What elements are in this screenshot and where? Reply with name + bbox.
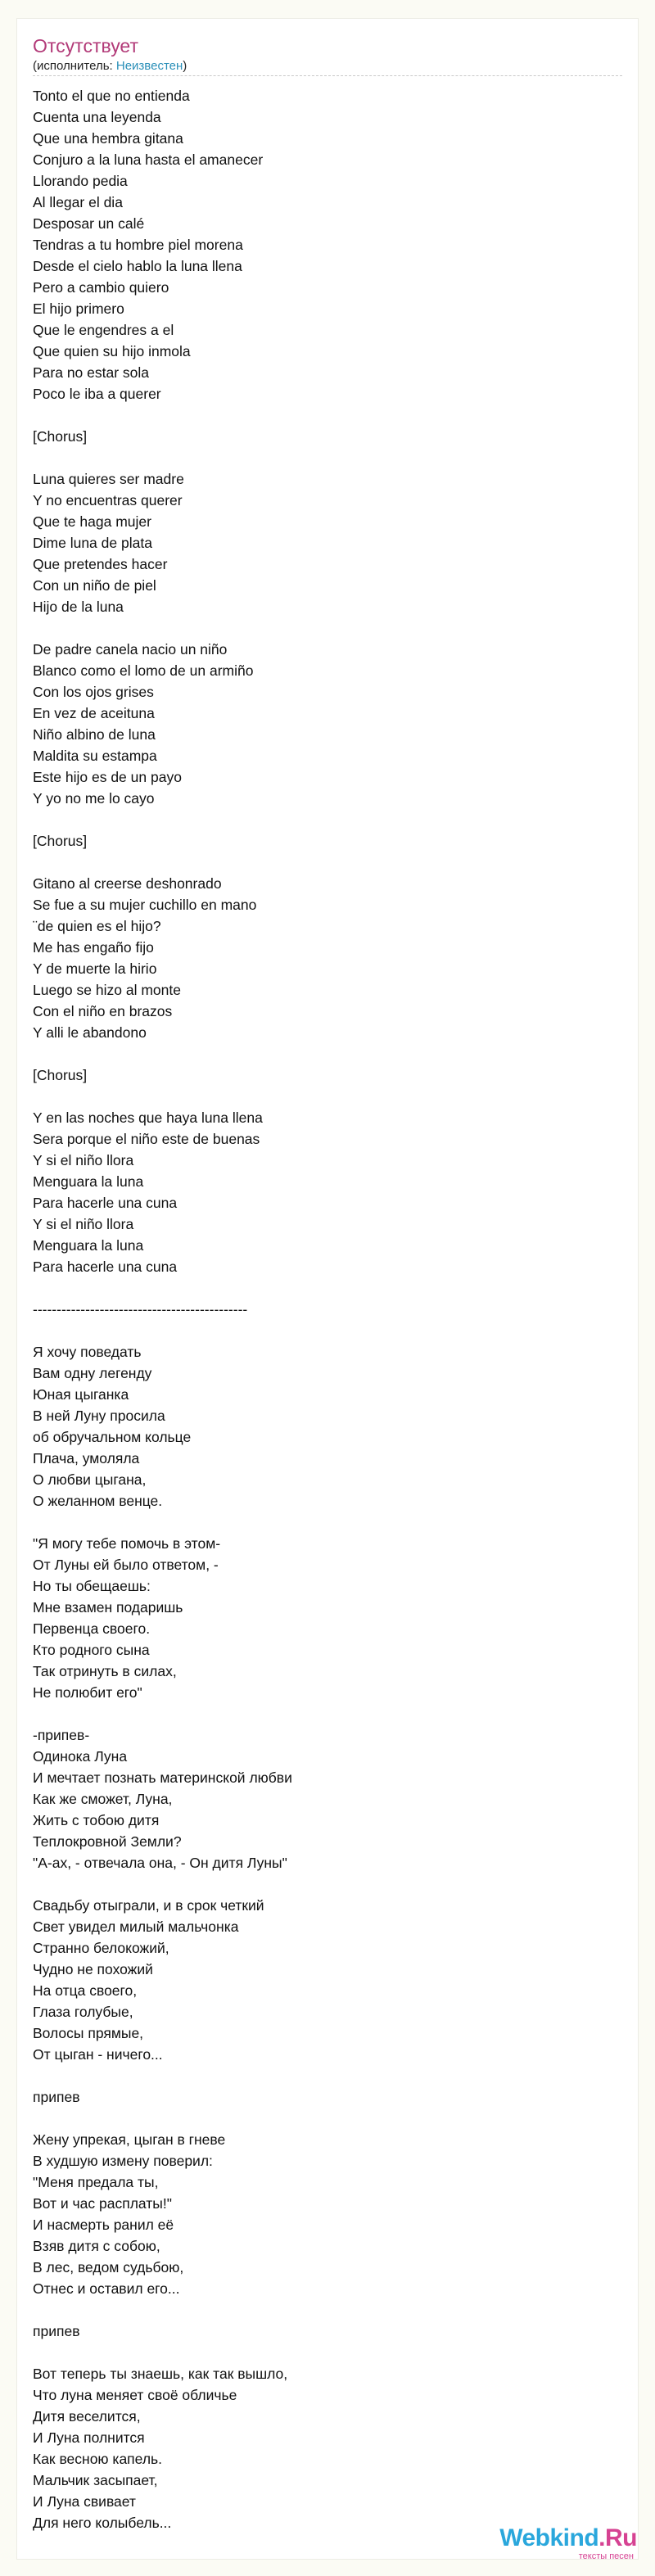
lyric-line: Maldita su estampa [33,748,157,764]
lyric-line [33,1277,622,1299]
lyric-line: Para hacerle una cuna [33,1259,178,1275]
lyric-line [33,447,622,468]
lyric-line: И Луна свивает [33,2493,136,2510]
lyric-line: "Я могу тебе помочь в этом- [33,1535,221,1552]
lyric-line: En vez de aceituna [33,705,155,721]
lyric-line: Que pretendes hacer [33,556,168,572]
lyric-line: Niño albino de luna [33,726,156,743]
lyric-line [33,1086,622,1107]
lyric-line: Sera porque el niño este de buenas [33,1131,260,1147]
lyric-line: Se fue a su mujer cuchillo en mano [33,897,257,913]
logo-name: Webkind [499,2524,599,2551]
lyric-line: Tendras a tu hombre piel morena [33,237,243,253]
lyric-line: Con un niño de piel [33,577,156,594]
lyric-line: Al llegar el dia [33,194,123,210]
lyrics-body [33,85,622,2533]
lyric-line: В ней Луну просила [33,1408,165,1424]
lyric-line: Y si el niño llora [33,1152,134,1168]
lyric-line: Y yo no me lo cayo [33,790,155,807]
lyric-line: [Chorus] [33,1067,88,1083]
lyric-line: припев [33,2089,80,2105]
lyric-line: От цыган - ничего... [33,2046,163,2063]
lyric-line [33,2299,622,2321]
artist-line [33,59,187,74]
lyric-line: [Chorus] [33,428,88,445]
lyric-line [33,852,622,873]
lyric-line: Y en las noches que haya luna llena [33,1109,263,1126]
song-title: Отсутствует [33,35,138,56]
lyric-line: Y si el niño llora [33,1216,134,1232]
lyric-line: Странно белокожий, [33,1940,169,1956]
lyric-line: Con el niño en brazos [33,1003,173,1019]
lyric-line: El hijo primero [33,301,124,317]
lyric-line: Menguara la luna [33,1237,144,1254]
lyric-line [33,1873,622,1895]
artist-link[interactable]: Неизвестен [115,59,183,73]
lyric-line: И Луна полнится [33,2429,145,2446]
lyric-line: Luna quieres ser madre [33,471,184,487]
lyric-line: Me has engaño fijo [33,939,154,956]
lyric-line: Para no estar sola [33,364,150,381]
lyric-line: От Луны ей было ответом, - [33,1557,219,1573]
lyric-line: Глаза голубые, [33,2004,133,2020]
lyric-line: Свадьбу отыграли, и в срок четкий [33,1897,264,1914]
lyric-line: Вот теперь ты знаешь, как так вышло, [33,2366,288,2382]
lyric-line: Desposar un calé [33,215,145,232]
lyric-line: Para hacerle una cuna [33,1195,178,1211]
lyric-line: Cuenta una leyenda [33,109,161,125]
lyric-line: Плача, умоляла [33,1450,140,1467]
lyric-line: Que una hembra gitana [33,130,183,147]
lyric-line: Que te haga mujer [33,513,151,530]
lyric-line: Hijo de la luna [33,599,124,615]
lyric-line: Poco le iba a querer [33,386,161,402]
lyric-line: Dime luna de plata [33,535,152,551]
lyric-line: Pero a cambio quiero [33,279,169,296]
site-logo[interactable] [465,2525,637,2563]
lyric-line: Так отринуть в силах, [33,1663,177,1679]
lyric-line: "Меня предала ты, [33,2174,159,2190]
lyric-line: припев [33,2323,80,2339]
lyric-line: Отнес и оставил его... [33,2280,180,2297]
artist-prefix: (исполнитель: [33,59,116,73]
lyric-line [33,2342,622,2363]
lyric-line: Вот и час расплаты!" [33,2195,172,2212]
lyric-line: De padre canela nacio un niño [33,641,228,658]
lyric-line: Для него колыбель... [33,2515,172,2531]
lyric-line: И мечтает познать материнской любви [33,1769,292,1786]
lyric-line: Que le engendres a el [33,322,174,338]
title-divider [33,75,622,76]
lyric-line: Y alli le abandono [33,1024,147,1041]
lyric-line: Y no encuentras querer [33,492,183,508]
lyric-line [33,1320,622,1341]
lyric-line: Кто родного сына [33,1642,150,1658]
lyric-line: Одинока Луна [33,1748,128,1765]
lyric-line: Но ты обещаешь: [33,1578,151,1594]
lyric-line: Gitano al creerse deshonrado [33,875,222,892]
lyric-line [33,404,622,426]
lyric-line [33,2108,622,2129]
lyric-line: Вам одну легенду [33,1365,152,1381]
lyric-line: [Chorus] [33,833,88,849]
artist-suffix: ) [183,59,187,73]
lyric-line: О любви цыгана, [33,1471,147,1488]
lyric-line: В лес, ведом судьбою, [33,2259,184,2275]
lyric-line: -припев- [33,1727,90,1743]
lyric-line: Tonto el que no entienda [33,88,190,104]
lyric-line: Чудно не похожий [33,1961,153,1977]
lyric-line: Взяв дитя с собою, [33,2238,160,2254]
lyric-line: ¨de quien es el hijo? [33,918,161,934]
logo-wordmark [465,2525,637,2551]
logo-tagline: тексты песен [578,2551,634,2561]
lyric-line: Luego se hizo al monte [33,982,181,998]
lyric-line [33,2065,622,2086]
lyric-line: Conjuro a la luna hasta el amanecer [33,151,264,168]
lyric-line: Первенца своего. [33,1620,151,1637]
lyric-line: Дитя веселится, [33,2408,141,2425]
lyric-line [33,1043,622,1064]
lyric-line: О желанном венце. [33,1493,163,1509]
lyric-line: Теплокровной Земли? [33,1833,182,1850]
lyric-line: Юная цыганка [33,1386,129,1403]
lyric-line: Как же сможет, Луна, [33,1791,173,1807]
lyric-line: Llorando pedia [33,173,128,189]
lyric-line: В худшую измену поверил: [33,2153,213,2169]
lyric-line: "А-ах, - отвечала она, - Он дитя Луны" [33,1855,287,1871]
lyric-line: И насмерть ранил её [33,2217,174,2233]
lyric-line: Свет увидел милый мальчонка [33,1918,239,1935]
lyric-line [33,1703,622,1724]
lyric-line: Жену упрекая, цыган в гневе [33,2131,226,2148]
lyric-line: Con los ojos grises [33,684,154,700]
lyric-line: Y de muerte la hirio [33,960,157,977]
lyric-line: Не полюбит его" [33,1684,142,1701]
logo-tld: .Ru [599,2524,637,2551]
lyric-line: Este hijo es de un payo [33,769,182,785]
lyric-line: Desde el cielo hablo la luna llena [33,258,242,274]
lyric-line: Что луна меняет своё обличье [33,2387,237,2403]
lyric-line [33,617,622,639]
lyric-line [33,809,622,830]
lyric-line: --------------------------------------------- [33,1301,248,1317]
lyric-line: Я хочу поведать [33,1344,142,1360]
lyric-line: Que quien su hijo inmola [33,343,191,359]
lyric-line: Мне взамен подаришь [33,1599,183,1616]
lyric-line: Жить с тобою дитя [33,1812,160,1828]
lyric-line [33,1512,622,1533]
lyric-line: Волосы прямые, [33,2025,144,2041]
lyric-line: Как весною капель. [33,2451,163,2467]
lyric-line: Menguara la luna [33,1173,144,1190]
lyric-line: об обручальном кольце [33,1429,192,1445]
lyric-line: Blanco como el lomo de un armiño [33,662,254,679]
lyric-line: Мальчик засыпает, [33,2472,158,2488]
lyric-line: На отца своего, [33,1982,138,1999]
